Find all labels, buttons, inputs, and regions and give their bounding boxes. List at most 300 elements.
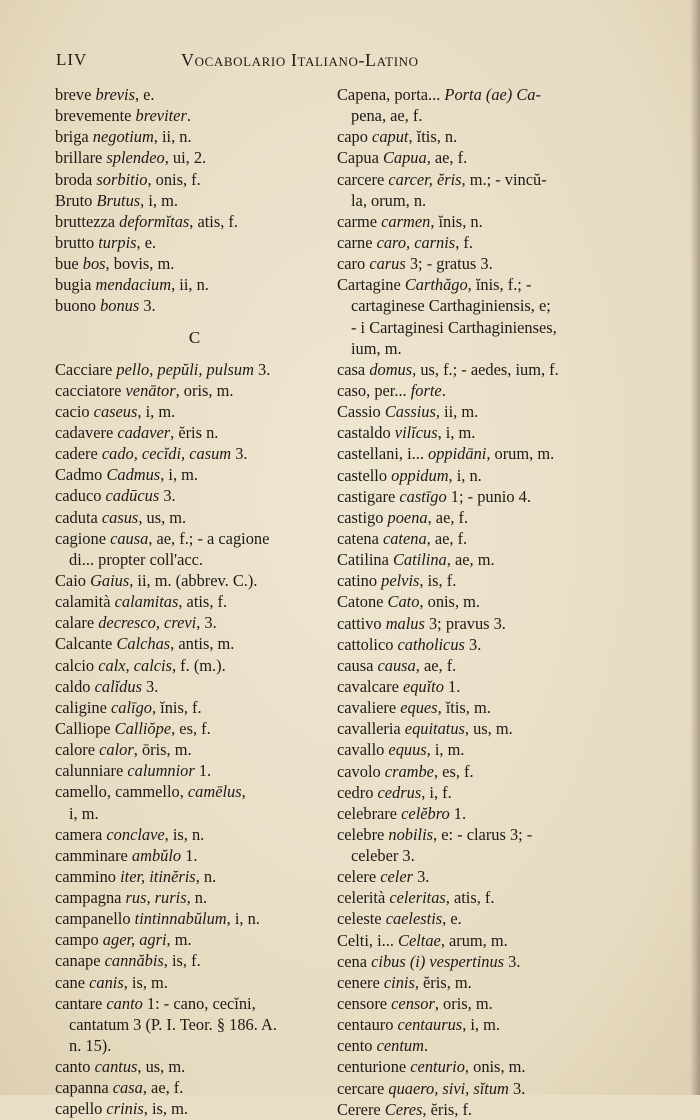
italian-headword: brillare	[55, 148, 103, 168]
dictionary-entry	[337, 401, 617, 422]
entry-grammar: 1.	[449, 803, 467, 823]
dictionary-entry	[337, 739, 617, 760]
dictionary-entry	[55, 739, 335, 760]
entry-grammar: , ii, n.	[171, 275, 209, 295]
italian-headword: calunniare	[55, 761, 124, 781]
italian-headword: carne	[337, 232, 373, 252]
dictionary-entry	[337, 211, 617, 232]
dictionary-entry	[55, 866, 335, 887]
latin-translation: cantus	[90, 1057, 138, 1077]
entry-grammar: , us, m.	[464, 719, 513, 739]
entry-grammar: , orum, m.	[486, 444, 555, 464]
italian-headword: cedro	[337, 782, 374, 802]
latin-translation: equĭto	[398, 676, 444, 696]
latin-translation: bos	[78, 254, 106, 274]
italian-headword: Capena, porta...	[337, 85, 441, 104]
latin-translation: catholicus	[393, 634, 465, 654]
entry-grammar: , oris, m.	[175, 380, 234, 400]
dictionary-entry	[337, 676, 617, 697]
latin-translation: celeritas	[385, 888, 446, 908]
dictionary-entry	[55, 105, 335, 126]
latin-translation: Ceres	[380, 1099, 423, 1119]
italian-headword: censore	[337, 994, 388, 1014]
italian-headword: canape	[55, 951, 101, 971]
latin-translation: Cadmus	[102, 465, 161, 485]
latin-translation: Cato	[383, 592, 420, 612]
dictionary-entry	[55, 84, 335, 105]
italian-headword: centurione	[337, 1057, 407, 1077]
dictionary-entry	[55, 760, 335, 781]
entry-grammar: , es, f.	[171, 718, 211, 738]
italian-headword: celere	[337, 867, 377, 887]
entry-grammar: , ii, m. (abbrev. C.).	[129, 570, 258, 590]
latin-translation: carus	[365, 254, 406, 274]
entry-grammar: , ae, m.	[446, 550, 495, 570]
latin-translation: rus, ruris	[121, 888, 187, 908]
italian-headword: causa	[337, 655, 374, 675]
entry-grammar: .	[186, 106, 191, 126]
dictionary-entry	[337, 232, 617, 253]
dictionary-entry	[55, 528, 335, 549]
entry-grammar: , ae, f.	[426, 528, 468, 548]
latin-translation: eques	[396, 698, 438, 718]
entry-grammar: , f.	[455, 232, 473, 252]
latin-translation: caseus	[89, 401, 138, 421]
latin-translation: pelvis	[377, 571, 420, 591]
dictionary-entry	[55, 507, 335, 528]
latin-translation: nobilis	[384, 824, 434, 844]
italian-headword: cacio	[55, 401, 90, 421]
latin-translation: canto	[102, 993, 143, 1013]
entry-grammar: , n.	[186, 888, 208, 908]
dictionary-entry	[55, 126, 335, 147]
italian-headword: catena	[337, 528, 379, 548]
latin-translation: equitatus	[400, 719, 465, 739]
dictionary-entry	[337, 84, 617, 105]
italian-headword: brutto	[55, 232, 95, 252]
dictionary-entry	[337, 549, 617, 570]
entry-grammar: , i, f.	[421, 782, 452, 802]
dictionary-entry	[55, 464, 335, 485]
italian-headword: calare	[55, 613, 95, 633]
dictionary-entry	[337, 761, 617, 782]
latin-translation: cibus (i) vespertinus	[367, 951, 505, 971]
latin-translation: vilĭcus	[390, 423, 438, 443]
entry-grammar: 3; - gratus 3.	[405, 254, 493, 274]
entry-grammar: , e.	[442, 909, 462, 929]
latin-translation: tintinnabŭlum	[130, 909, 227, 929]
italian-headword: caduco	[55, 486, 102, 506]
dictionary-entry	[55, 718, 335, 739]
latin-translation: cado, cecĭdi, casum	[97, 444, 232, 464]
latin-translation: carcer, ĕris	[384, 169, 462, 189]
entry-grammar: , is, n.	[164, 824, 205, 844]
latin-translation: calamitas	[110, 592, 179, 612]
entry-grammar: 3.	[412, 867, 430, 887]
dictionary-entry	[337, 718, 617, 739]
latin-translation: causa	[373, 655, 416, 675]
dictionary-entry	[55, 274, 335, 295]
latin-translation: Gaius	[85, 570, 130, 590]
entry-grammar: , onis, m.	[464, 1057, 526, 1077]
italian-headword: breve	[55, 85, 92, 104]
dictionary-entry	[337, 507, 617, 528]
latin-translation: calumnior	[123, 761, 195, 781]
latin-translation: splendeo	[102, 148, 165, 168]
latin-translation: conclave	[102, 824, 165, 844]
italian-headword: camello, cammello,	[55, 782, 184, 802]
entry-grammar: , es, f.	[433, 761, 474, 781]
entry-grammar: , atis, f.	[189, 211, 238, 231]
italian-headword: Caio	[55, 570, 86, 590]
italian-headword: capo	[337, 127, 368, 147]
dictionary-entry	[55, 697, 335, 718]
latin-translation: celĕbro	[397, 803, 450, 823]
dictionary-entry	[55, 443, 335, 464]
latin-translation: forte	[406, 380, 442, 400]
section-letter: C	[188, 327, 202, 347]
dictionary-entry	[337, 803, 617, 824]
dictionary-entry	[337, 486, 617, 507]
latin-translation: casa	[108, 1078, 143, 1098]
italian-headword: calamità	[55, 592, 111, 612]
dictionary-entry	[55, 1056, 335, 1077]
dictionary-entry	[337, 317, 617, 338]
italian-headword: Calcante	[55, 634, 113, 654]
latin-translation: causa	[105, 528, 149, 548]
dictionary-entry	[337, 126, 617, 147]
dictionary-entry	[55, 253, 335, 274]
latin-translation: calx, calcis	[94, 655, 172, 675]
dictionary-entry	[337, 887, 617, 908]
latin-translation: pello, pepŭli, pulsum	[112, 359, 254, 379]
entry-grammar: 3.	[159, 486, 176, 506]
entry-grammar: , ii, n.	[153, 127, 192, 147]
entry-grammar: , i, m.	[462, 1015, 500, 1035]
latin-translation: Cassius	[380, 402, 436, 422]
italian-headword: cagione	[55, 528, 106, 548]
italian-headword: cadere	[55, 444, 98, 464]
dictionary-entry	[55, 1035, 335, 1056]
latin-translation: decresco, crevi	[94, 613, 197, 633]
latin-translation: celer	[376, 867, 413, 887]
entry-grammar: 1.	[443, 676, 461, 696]
dictionary-entry	[337, 274, 617, 295]
dictionary-entry	[337, 824, 617, 845]
italian-headword: calore	[55, 740, 96, 760]
italian-headword: celebre	[337, 824, 385, 844]
dictionary-entry	[55, 190, 335, 211]
latin-translation: calor	[95, 740, 134, 760]
dictionary-entry	[55, 929, 335, 950]
dictionary-entry	[337, 1014, 617, 1035]
entry-grammar: , ĭnis, f.	[151, 697, 202, 717]
dictionary-entry	[55, 232, 335, 253]
entry-grammar: , arum, m.	[440, 930, 508, 950]
entry-grammar: cantatum 3 (P. I. Teor. § 186. A.	[69, 1014, 277, 1034]
italian-headword: briga	[55, 127, 89, 147]
right-column	[337, 84, 617, 1120]
italian-headword: cadavere	[55, 422, 114, 442]
entry-grammar: , ae, f.	[427, 507, 469, 527]
dictionary-entry	[337, 443, 617, 464]
dictionary-entry	[337, 697, 617, 718]
dictionary-entry	[55, 1077, 335, 1098]
italian-headword: buono	[55, 296, 96, 316]
dictionary-entry	[55, 972, 335, 993]
dictionary-entry	[55, 1014, 335, 1035]
latin-translation: censor	[387, 994, 435, 1014]
italian-headword: cacciatore	[55, 380, 122, 400]
italian-headword: cavallo	[337, 740, 385, 760]
italian-headword: Cacciare	[55, 359, 113, 379]
latin-translation: iter, itinĕris	[116, 866, 196, 886]
italian-headword: caro	[337, 254, 366, 274]
latin-translation: crambe	[380, 761, 434, 781]
entry-grammar: , e: - clarus 3; -	[433, 824, 533, 844]
dictionary-entry	[55, 633, 335, 654]
dictionary-entry	[55, 845, 335, 866]
italian-headword: calcio	[55, 655, 95, 675]
entry-grammar: n. 15).	[69, 1036, 112, 1056]
latin-translation: breviter	[131, 106, 187, 126]
entry-grammar: , f. (m.).	[171, 655, 226, 675]
latin-translation: centum	[372, 1036, 424, 1056]
entry-grammar: , atis, f.	[178, 592, 228, 612]
italian-headword: casa	[337, 359, 366, 379]
page-spine-shadow	[690, 0, 700, 1095]
entry-grammar: , n.	[195, 866, 217, 886]
dictionary-entry	[337, 634, 617, 655]
italian-headword: cento	[337, 1036, 373, 1056]
italian-headword: campanello	[55, 909, 131, 929]
italian-headword: Cerere	[337, 1099, 381, 1119]
entry-grammar: ,	[241, 782, 246, 802]
page-number: LIV	[56, 50, 88, 69]
entry-grammar: , is, m.	[123, 972, 168, 992]
dictionary-entry	[55, 993, 335, 1014]
italian-headword: camera	[55, 824, 103, 844]
entry-grammar: , antis, m.	[170, 634, 235, 654]
italian-headword: Cartagine	[337, 275, 401, 295]
dictionary-entry	[337, 1035, 617, 1056]
entry-grammar: 3.	[504, 951, 521, 971]
italian-headword: castaldo	[337, 423, 391, 443]
latin-translation: mendacium	[91, 275, 172, 295]
entry-grammar: , m.; - vincŭ-	[461, 169, 547, 189]
entry-grammar: , ĕris n.	[170, 422, 219, 442]
entry-grammar: , onis, f.	[147, 169, 201, 189]
entry-grammar: , oris, m.	[434, 994, 493, 1014]
italian-headword: castigo	[337, 507, 384, 527]
italian-headword: cavaliere	[337, 698, 397, 718]
dictionary-entry	[55, 380, 335, 401]
dictionary-entry	[337, 951, 617, 972]
dictionary-entry	[337, 993, 617, 1014]
entry-grammar: .	[423, 1036, 429, 1056]
running-head: Vocabolario Italiano-Latino	[181, 50, 419, 70]
dictionary-entry	[55, 401, 335, 422]
dictionary-entry	[55, 147, 335, 168]
entry-grammar: 3.	[253, 359, 271, 379]
italian-headword: cena	[337, 951, 368, 971]
dictionary-entry	[55, 169, 335, 190]
entry-grammar: 3.	[231, 444, 248, 464]
entry-grammar: pena, ae, f.	[351, 106, 423, 126]
italian-headword: capello	[55, 1099, 103, 1119]
italian-headword: cattolico	[337, 634, 394, 654]
entry-grammar: , i, m.	[437, 423, 476, 443]
latin-translation: ambŭlo	[127, 845, 182, 865]
italian-headword: Calliope	[55, 718, 111, 738]
italian-headword: camminare	[55, 845, 128, 865]
dictionary-entry	[55, 295, 335, 316]
entry-grammar: , e.	[134, 85, 155, 104]
entry-grammar: celeber 3.	[351, 846, 415, 866]
entry-grammar: , us, f.; - aedes, ium, f.	[412, 359, 559, 379]
entry-grammar: , e.	[136, 232, 157, 252]
latin-translation: castīgo	[395, 486, 447, 506]
italian-headword: broda	[55, 169, 93, 189]
dictionary-entry	[337, 253, 617, 274]
dictionary-entry	[55, 211, 335, 232]
entry-grammar: , ui, 2.	[164, 148, 207, 168]
entry-grammar: , is, f.	[419, 571, 457, 591]
latin-translation: carmen	[377, 211, 431, 231]
italian-headword: castellani, i...	[337, 444, 424, 464]
entry-grammar: 1.	[181, 845, 198, 865]
latin-translation: Celtae	[393, 930, 441, 950]
latin-translation: Brutus	[92, 190, 141, 210]
entry-grammar: .	[441, 380, 446, 400]
dictionary-entry	[55, 887, 335, 908]
dictionary-entry	[337, 359, 617, 380]
latin-translation: quaero, sivi, sĭtum	[384, 1078, 509, 1098]
entry-grammar: , bovis, m.	[105, 254, 175, 274]
italian-headword: cavalleria	[337, 719, 401, 739]
italian-headword: Catilina	[337, 550, 389, 570]
entry-grammar: , i, n.	[226, 909, 260, 929]
dictionary-entry	[337, 528, 617, 549]
latin-translation: caro, carnis	[372, 232, 456, 252]
latin-translation: equus	[384, 740, 427, 760]
italian-headword: cavolo	[337, 761, 381, 781]
entry-grammar: , ae, f.	[426, 148, 468, 168]
entry-grammar: , ae, f.	[415, 655, 457, 675]
entry-grammar: 3.	[508, 1078, 526, 1098]
dictionary-entry	[55, 570, 335, 591]
dictionary-entry	[337, 190, 617, 211]
italian-headword: campagna	[55, 888, 122, 908]
dictionary-entry	[55, 485, 335, 506]
latin-translation: caput	[367, 127, 409, 147]
dictionary-entry	[337, 1078, 617, 1099]
dictionary-entry	[337, 1056, 617, 1077]
latin-translation: malus	[381, 613, 425, 633]
dictionary-entry	[55, 591, 335, 612]
dictionary-entry	[337, 338, 617, 359]
italian-headword: celeste	[337, 909, 382, 929]
entry-grammar: , ĕris, m.	[414, 972, 472, 992]
entry-grammar: - i Cartaginesi Carthaginienses,	[351, 317, 557, 337]
entry-grammar: , ĕris, f.	[422, 1099, 473, 1119]
dictionary-entry	[55, 950, 335, 971]
entry-grammar: , i, n.	[448, 465, 482, 485]
entry-grammar: , 3.	[196, 613, 217, 633]
italian-headword: Celti, i...	[337, 930, 394, 950]
latin-translation: venātor	[121, 380, 176, 400]
italian-headword: castigare	[337, 486, 396, 506]
dictionary-entry	[337, 782, 617, 803]
latin-translation: caelestis	[381, 909, 443, 929]
dictionary-entry	[55, 549, 335, 570]
dictionary-entry	[337, 866, 617, 887]
italian-headword: caligine	[55, 697, 107, 717]
dictionary-entry	[337, 380, 617, 401]
italian-headword: carme	[337, 211, 378, 231]
entry-grammar: , ii, m.	[435, 402, 479, 422]
latin-translation: negotium	[88, 127, 154, 147]
italian-headword: cenere	[337, 972, 380, 992]
latin-translation: calĭdus	[90, 676, 142, 696]
dictionary-entry	[55, 803, 335, 824]
dictionary-entry	[337, 105, 617, 126]
dictionary-entry	[55, 655, 335, 676]
dictionary-entry	[337, 908, 617, 929]
latin-translation: Capua	[378, 148, 427, 168]
italian-headword: cantare	[55, 993, 103, 1013]
entry-grammar: , ĭnis, f.; -	[467, 275, 532, 295]
dictionary-entry	[337, 972, 617, 993]
italian-headword: Bruto	[55, 190, 93, 210]
latin-translation: Calliŏpe	[110, 718, 172, 738]
dictionary-entry	[337, 613, 617, 634]
entry-grammar: la, orum, n.	[351, 190, 427, 210]
dictionary-entry	[337, 465, 617, 486]
italian-headword: celerità	[337, 888, 386, 908]
italian-headword: caldo	[55, 676, 91, 696]
italian-headword: caduta	[55, 507, 98, 527]
italian-headword: cavalcare	[337, 676, 399, 696]
italian-headword: bruttezza	[55, 211, 116, 231]
entry-grammar: , atis, f.	[445, 888, 495, 908]
entry-grammar: , is, f.	[163, 951, 201, 971]
entry-grammar: 1; - punio 4.	[446, 486, 531, 506]
latin-translation: centaurus	[393, 1015, 463, 1035]
entry-grammar: , ōris, m.	[133, 740, 192, 760]
italian-headword: Catone	[337, 592, 384, 612]
latin-translation: ager, agri	[98, 930, 167, 950]
italian-headword: celebrare	[337, 803, 398, 823]
latin-translation: Porta (ae) Ca-	[440, 85, 541, 104]
italian-headword: catino	[337, 571, 378, 591]
entry-grammar: , ĭtis, n.	[408, 127, 458, 147]
latin-translation: cadaver	[113, 422, 171, 442]
dictionary-entry	[337, 147, 617, 168]
entry-grammar: , ĭtis, m.	[437, 698, 491, 718]
latin-translation: cadūcus	[101, 486, 160, 506]
latin-translation: brevis	[91, 85, 135, 104]
latin-translation: cedrus	[373, 782, 422, 802]
entry-grammar: ium, m.	[351, 338, 402, 358]
entry-grammar: 1: - cano, cecĭni,	[142, 993, 256, 1013]
italian-headword: bugia	[55, 275, 92, 295]
italian-headword: castello	[337, 465, 388, 485]
latin-translation: Carthăgo	[400, 275, 468, 295]
latin-translation: cinis	[379, 972, 415, 992]
latin-translation: Calchas	[112, 634, 171, 654]
entry-grammar: , us, m.	[137, 1057, 186, 1077]
